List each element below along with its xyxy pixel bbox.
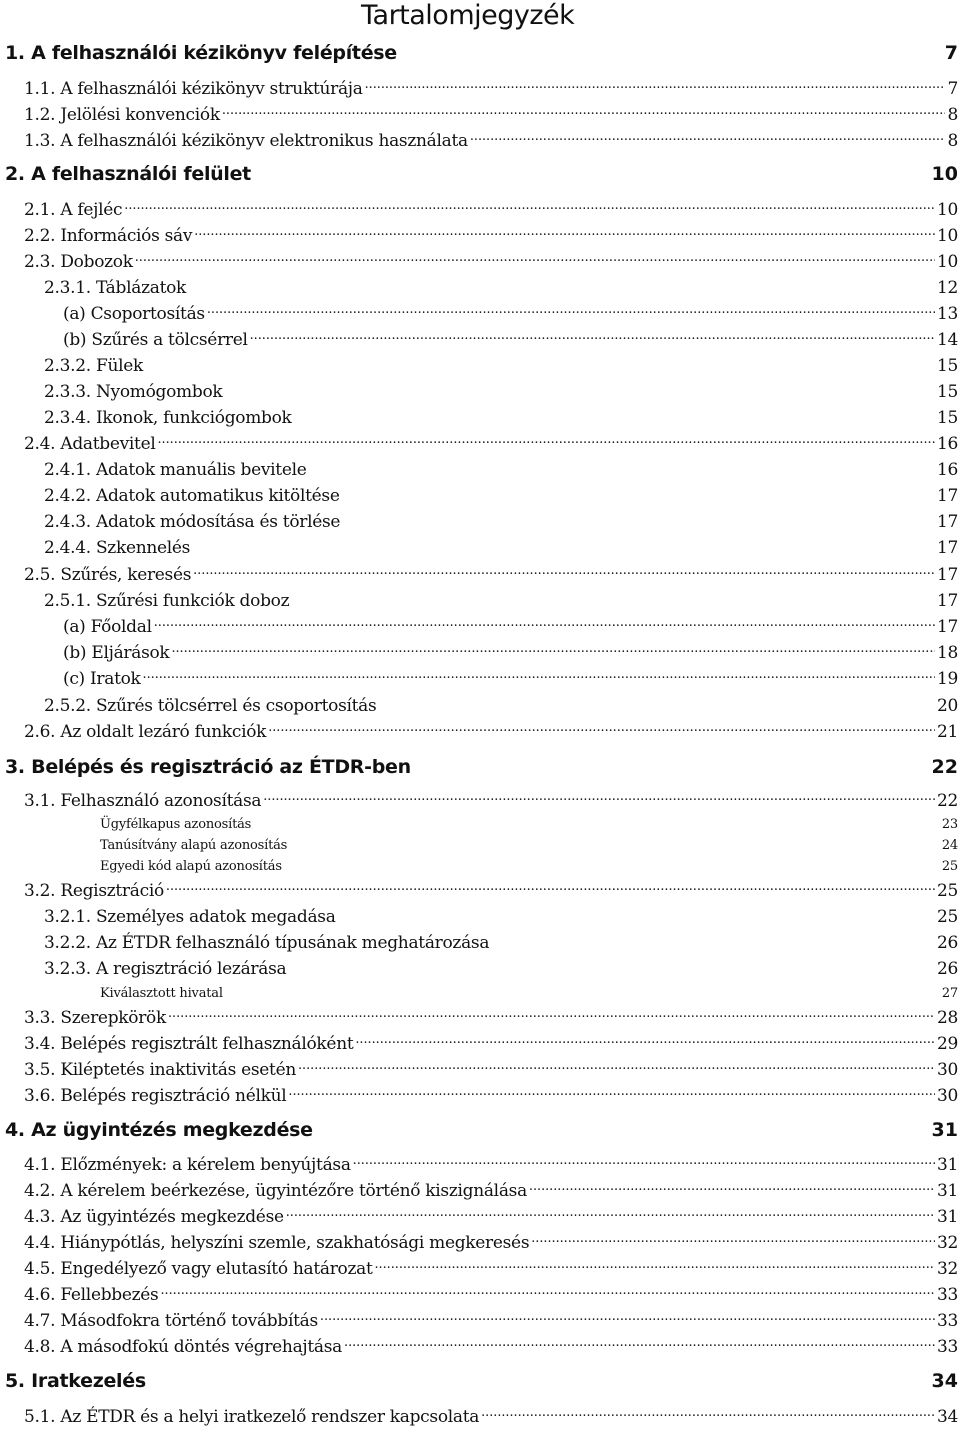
toc-entry-title: 2. A felhasználói felület [5, 163, 251, 185]
dot-leader [481, 1405, 935, 1422]
toc-page-number: 7 [944, 42, 958, 64]
toc-entry[interactable] [24, 563, 958, 587]
toc-entry[interactable] [24, 432, 958, 456]
toc-entry-title: 2.5.2. Szűrés tölcsérrel és csoportosítás [44, 696, 377, 716]
toc-entry-title: 1.2. Jelölési konvenciók [24, 105, 220, 125]
toc-entry[interactable] [24, 1084, 958, 1108]
toc-entry-title: 2.3.2. Fülek [44, 356, 144, 376]
toc-entry-title: 3.2. Regisztráció [24, 881, 164, 901]
dot-leader [222, 103, 946, 120]
toc-entry-title: 4.8. A másodfokú döntés végrehajtása [24, 1337, 343, 1357]
toc-page-number: 28 [936, 1008, 958, 1028]
toc-entry[interactable] [24, 250, 958, 274]
toc-entry-title: 2.4. Adatbevitel [24, 434, 156, 454]
toc-entry-title: 3.5. Kiléptetés inaktivitás esetén [24, 1060, 296, 1080]
toc-entry-title: 4.7. Másodfokra történő továbbítás [24, 1311, 318, 1331]
toc-entry-title: (a) Csoportosítás [63, 304, 205, 324]
dot-leader [193, 563, 935, 580]
toc-page-number: 17 [936, 512, 958, 532]
toc-page-number: 32 [936, 1233, 958, 1253]
toc-page-number: 23 [941, 817, 958, 832]
toc-entry-title: 2.4.2. Adatok automatikus kitöltése [44, 486, 340, 506]
toc-entry-title: 2.4.4. Szkennelés [44, 538, 191, 558]
toc-entry-title: (c) Iratok [63, 669, 141, 689]
toc-entry[interactable] [44, 589, 958, 613]
toc-page-number: 15 [936, 356, 958, 376]
toc-entry[interactable] [24, 1032, 958, 1056]
toc-page-number: 34 [936, 1407, 958, 1427]
toc-entry[interactable] [44, 957, 958, 981]
toc-entry-title: 2.5. Szűrés, keresés [24, 565, 192, 585]
toc-page-number: 25 [936, 907, 958, 927]
dot-leader [124, 198, 935, 215]
dot-leader [375, 1257, 935, 1274]
toc-entry-title: 2.3.1. Táblázatok [44, 278, 187, 298]
dot-leader [157, 432, 934, 449]
toc-page-number: 17 [936, 486, 958, 506]
toc-entry-title: 4. Az ügyintézés megkezdése [5, 1119, 313, 1141]
dot-leader [268, 720, 935, 737]
toc-page-number: 8 [947, 105, 958, 125]
dot-leader [365, 77, 946, 94]
toc-entry-title: Egyedi kód alapú azonosítás [100, 859, 282, 874]
toc-page-number: 22 [931, 756, 958, 778]
toc-entry-title: 4.4. Hiánypótlás, helyszíni szemle, szakhatósági megkeresés [24, 1233, 530, 1253]
toc-entry[interactable] [100, 816, 958, 834]
toc-entry[interactable] [24, 789, 958, 813]
toc-page-number: 31 [936, 1181, 958, 1201]
toc-entry[interactable] [44, 276, 958, 300]
toc-page-number: 17 [936, 617, 958, 637]
toc-entry-title: 3.6. Belépés regisztráció nélkül [24, 1086, 287, 1106]
toc-page-number: 33 [936, 1311, 958, 1331]
toc-page-number: 29 [936, 1034, 958, 1054]
toc-entry-title: 3.1. Felhasználó azonosítása [24, 791, 262, 811]
toc-entry-title: (b) Eljárások [63, 643, 170, 663]
dot-leader [168, 1006, 935, 1023]
toc-page-number: 17 [936, 565, 958, 585]
toc-entry-title: 3.3. Szerepkörök [24, 1008, 166, 1028]
toc-page-number: 7 [947, 79, 958, 99]
toc-entry[interactable] [24, 129, 958, 153]
toc-entry-title: Kiválasztott hivatal [100, 986, 223, 1001]
toc-entry[interactable] [44, 406, 958, 430]
toc-entry-title: 2.3.3. Nyomógombok [44, 382, 223, 402]
toc-entry-title: 3.4. Belépés regisztrált felhasználóként [24, 1034, 354, 1054]
toc-page-number: 12 [936, 278, 958, 298]
toc-page-number: 31 [936, 1207, 958, 1227]
toc-entry-title: 3.2.3. A regisztráció lezárása [44, 959, 287, 979]
toc-page-number: 10 [931, 163, 958, 185]
toc-page-number: 26 [936, 933, 958, 953]
toc-page-number: 17 [936, 538, 958, 558]
toc-page-number: 31 [931, 1119, 958, 1141]
toc-entry[interactable] [63, 615, 958, 639]
toc-entry[interactable] [24, 1231, 958, 1255]
toc-entry-title: 5. Iratkezelés [5, 1370, 146, 1392]
toc-page-number: 10 [936, 226, 958, 246]
toc-entry-title: 1. A felhasználói kézikönyv felépítése [5, 42, 397, 64]
toc-page-number: 31 [936, 1155, 958, 1175]
toc-entry-title: Tanúsítvány alapú azonosítás [100, 838, 288, 853]
dot-leader [171, 641, 935, 658]
toc-page-number: 26 [936, 959, 958, 979]
toc-page-number: 16 [936, 434, 958, 454]
toc-page-number: 8 [947, 131, 958, 151]
dot-leader [344, 1335, 935, 1352]
toc-entry-title: 2.5.1. Szűrési funkciók doboz [44, 591, 290, 611]
toc-entry[interactable] [44, 510, 958, 534]
toc-page-number: 34 [931, 1370, 958, 1392]
toc-page-number: 30 [936, 1060, 958, 1080]
dot-leader [531, 1231, 935, 1248]
toc-entry[interactable] [24, 1153, 958, 1177]
toc-entry[interactable] [44, 931, 958, 955]
toc-page-number: 15 [936, 382, 958, 402]
toc-entry-title: 3.2.2. Az ÉTDR felhasználó típusának meghatározása [44, 933, 490, 953]
page-title: Tartalomjegyzék [361, 0, 575, 31]
toc-page-number: 15 [936, 408, 958, 428]
dot-leader [529, 1179, 935, 1196]
toc-entry[interactable] [24, 1006, 958, 1030]
dot-leader [470, 129, 946, 146]
toc-entry-title: Ügyfélkapus azonosítás [100, 817, 252, 832]
dot-leader [154, 615, 935, 632]
toc-chapter-entry[interactable] [5, 161, 958, 187]
dot-leader [320, 1309, 935, 1326]
toc-entry[interactable] [44, 458, 958, 482]
dot-leader [135, 250, 935, 267]
dot-leader [353, 1153, 935, 1170]
dot-leader [207, 302, 935, 319]
toc-entry[interactable] [24, 224, 958, 248]
toc-entry[interactable] [44, 536, 958, 560]
toc-entry[interactable] [44, 354, 958, 378]
toc-entry-title: (a) Főoldal [63, 617, 152, 637]
toc-entry[interactable] [63, 667, 958, 691]
toc-entry[interactable] [100, 858, 958, 876]
toc-entry[interactable] [24, 1335, 958, 1359]
toc-entry[interactable] [24, 1405, 958, 1429]
toc-entry[interactable] [24, 77, 958, 101]
toc-entry[interactable] [44, 694, 958, 718]
toc-entry[interactable] [44, 380, 958, 404]
toc-entry[interactable] [44, 905, 958, 929]
toc-entry[interactable] [44, 484, 958, 508]
dot-leader [286, 1205, 935, 1222]
toc-page-number: 27 [941, 986, 958, 1001]
toc-entry[interactable] [24, 1179, 958, 1203]
toc-chapter-entry[interactable] [5, 1368, 958, 1394]
toc-entry[interactable] [24, 1283, 958, 1307]
toc-entry[interactable] [24, 1058, 958, 1082]
dot-leader [166, 879, 935, 896]
toc-entry[interactable] [24, 1257, 958, 1281]
toc-entry-title: 1.3. A felhasználói kézikönyv elektronikus használata [24, 131, 468, 151]
toc-page-number: 17 [936, 591, 958, 611]
toc-entry-title: 4.2. A kérelem beérkezése, ügyintézőre történő kiszignálása [24, 1181, 527, 1201]
toc-page-number: 14 [936, 330, 958, 350]
toc-page-number: 13 [936, 304, 958, 324]
toc-page-number: 24 [941, 838, 958, 853]
toc-entry-title: 3. Belépés és regisztráció az ÉTDR-ben [5, 756, 411, 778]
toc-entry-title: 2.6. Az oldalt lezáró funkciók [24, 722, 267, 742]
toc-entry-title: 2.4.3. Adatok módosítása és törlése [44, 512, 341, 532]
toc-page-number: 21 [936, 722, 958, 742]
toc-entry-title: 4.3. Az ügyintézés megkezdése [24, 1207, 284, 1227]
toc-entry-title: 4.1. Előzmények: a kérelem benyújtása [24, 1155, 351, 1175]
toc-page-number: 30 [936, 1086, 958, 1106]
toc-page-number: 22 [936, 791, 958, 811]
toc-entry-title: 4.6. Fellebbezés [24, 1285, 159, 1305]
dot-leader [143, 667, 935, 684]
toc-entry[interactable] [63, 641, 958, 665]
toc-entry[interactable] [63, 302, 958, 326]
toc-entry-title: 2.3. Dobozok [24, 252, 133, 272]
toc-entry[interactable] [100, 837, 958, 855]
toc-entry[interactable] [100, 985, 958, 1003]
toc-entry-title: 1.1. A felhasználói kézikönyv struktúrája [24, 79, 363, 99]
toc-page-number: 33 [936, 1337, 958, 1357]
toc-page-number: 10 [936, 200, 958, 220]
toc-entry[interactable] [24, 1309, 958, 1333]
dot-leader [355, 1032, 935, 1049]
toc-entry-title: 3.2.1. Személyes adatok megadása [44, 907, 336, 927]
toc-chapter-entry[interactable] [5, 754, 958, 780]
toc-entry-title: 2.2. Információs sáv [24, 226, 193, 246]
toc-page-number: 33 [936, 1285, 958, 1305]
toc-chapter-entry[interactable] [5, 40, 958, 66]
toc-entry[interactable] [24, 198, 958, 222]
toc-page-number: 19 [936, 669, 958, 689]
toc-chapter-entry[interactable] [5, 1117, 958, 1143]
toc-entry-title: (b) Szűrés a tölcsérrel [63, 330, 248, 350]
toc-entry[interactable] [24, 879, 958, 903]
dot-leader [194, 224, 935, 241]
toc-entry-title: 4.5. Engedélyező vagy elutasító határozat [24, 1259, 373, 1279]
dot-leader [250, 328, 935, 345]
toc-entry[interactable] [24, 720, 958, 744]
toc-page-number: 18 [936, 643, 958, 663]
dot-leader [288, 1084, 935, 1101]
dot-leader [160, 1283, 934, 1300]
dot-leader [263, 789, 935, 806]
toc-page-number: 25 [941, 859, 958, 874]
toc-entry[interactable] [24, 103, 958, 127]
toc-page-number: 16 [936, 460, 958, 480]
toc-entry-title: 2.3.4. Ikonok, funkciógombok [44, 408, 292, 428]
dot-leader [298, 1058, 935, 1075]
toc-entry[interactable] [63, 328, 958, 352]
toc-page-number: 20 [936, 696, 958, 716]
toc-entry-title: 2.4.1. Adatok manuális bevitele [44, 460, 307, 480]
toc-page-number: 25 [936, 881, 958, 901]
toc-entry-title: 5.1. Az ÉTDR és a helyi iratkezelő rendszer kapcsolata [24, 1407, 480, 1427]
toc-page-number: 32 [936, 1259, 958, 1279]
toc-entry[interactable] [24, 1205, 958, 1229]
toc-entry-title: 2.1. A fejléc [24, 200, 123, 220]
toc-page-number: 10 [936, 252, 958, 272]
